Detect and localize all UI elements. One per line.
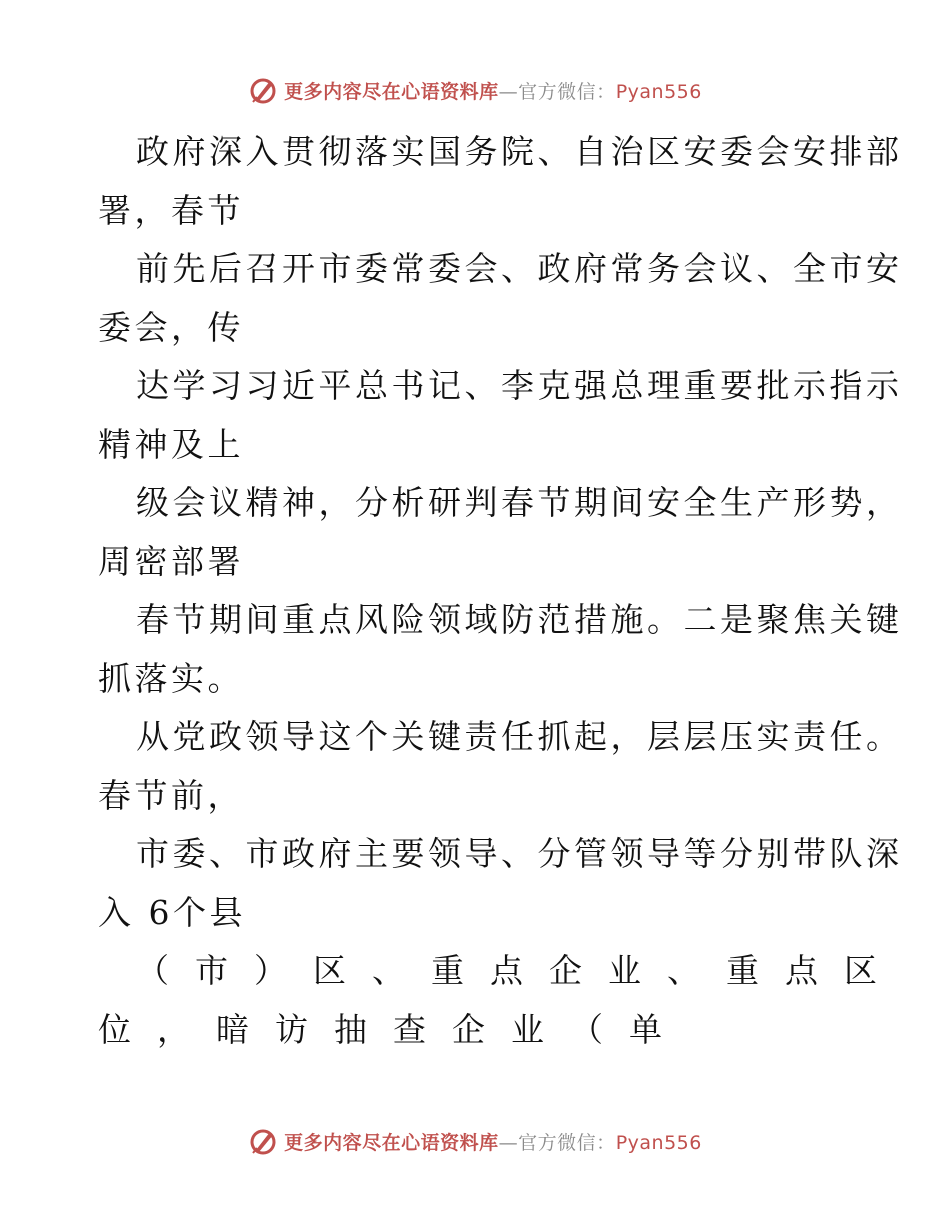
body-paragraph-2 [98, 240, 903, 357]
quill-logo-icon [248, 1126, 278, 1156]
header-separator: — [498, 80, 519, 103]
footer-separator: — [498, 1131, 519, 1154]
footer-wechat-handle: Pyan556 [615, 1131, 702, 1154]
paragraph-continuation-line: 位，暗访抽查企业（单 [98, 1009, 688, 1049]
paragraph-first-line: 从党政领导这个关键责任抓起，层层压实责任。 [136, 717, 903, 756]
body-paragraph-8 [98, 942, 903, 1059]
header-wechat-label: 官方微信： [518, 80, 616, 103]
paragraph-first-line: 前先后召开市委常委会、政府常务会议、全市安 [136, 249, 903, 288]
header-site-name: 更多内容尽在心语资料库 [284, 80, 499, 103]
header-wechat-handle: Pyan556 [615, 80, 702, 103]
paragraph-continuation-line: 入 6个县 [98, 892, 246, 932]
body-paragraph-1 [98, 123, 903, 240]
body-paragraph-5 [98, 591, 903, 708]
header-watermark-banner [0, 70, 950, 110]
body-paragraph-4 [98, 474, 903, 591]
paragraph-continuation-line: 抓落实。 [98, 658, 244, 698]
footer-watermark-banner [0, 1121, 950, 1161]
paragraph-continuation-line: 委会，传 [98, 307, 244, 347]
paragraph-first-line: 政府深入贯彻落实国务院、自治区安委会安排部 [136, 132, 903, 171]
paragraph-continuation-line: 春节前， [98, 775, 244, 815]
paragraph-continuation-line: 精神及上 [98, 424, 244, 464]
paragraph-first-line: 春节期间重点风险领域防范措施。二是聚焦关键 [136, 600, 903, 639]
paragraph-continuation-line: 周密部署 [98, 541, 244, 581]
paragraph-continuation-line: 署，春节 [98, 190, 244, 230]
paragraph-first-line: 级会议精神，分析研判春节期间安全生产形势， [136, 483, 903, 522]
paragraph-first-line: 达学习习近平总书记、李克强总理重要批示指示 [136, 366, 903, 405]
body-paragraph-6 [98, 708, 903, 825]
footer-wechat-label: 官方微信： [518, 1131, 616, 1154]
body-paragraph-7 [98, 825, 903, 942]
footer-site-name: 更多内容尽在心语资料库 [284, 1131, 499, 1154]
document-body [98, 123, 903, 1059]
header-watermark-text [284, 77, 702, 104]
quill-logo-icon [248, 75, 278, 105]
body-paragraph-3 [98, 357, 903, 474]
paragraph-first-line: （市）区、重点企业、重点区 [136, 951, 903, 990]
paragraph-first-line: 市委、市政府主要领导、分管领导等分别带队深 [136, 834, 903, 873]
footer-watermark-text [284, 1128, 702, 1155]
